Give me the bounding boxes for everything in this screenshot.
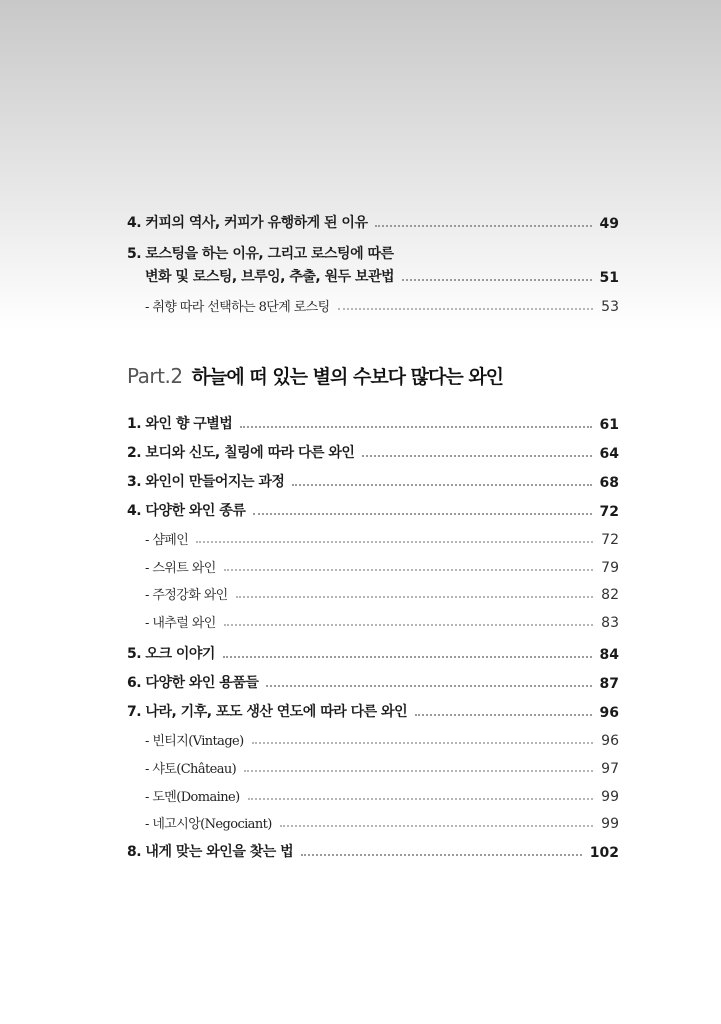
toc-entry[interactable] [127,471,619,491]
toc-subentry[interactable] [145,812,619,832]
toc-subentry-label: - 내추럴 와인 [145,616,216,631]
leader-dots [375,225,591,227]
toc-entry-page: 49 [599,216,619,232]
toc-entry-roasting[interactable] [145,266,619,286]
leader-dots [280,825,593,827]
toc-subentry[interactable] [145,757,619,777]
leader-dots [240,426,591,428]
toc-subentry-page: 96 [601,733,619,749]
toc-entry-coffee-history[interactable] [127,212,619,232]
toc-entry[interactable] [127,500,619,520]
toc-entry[interactable] [127,672,619,692]
leader-dots [402,279,591,281]
toc-subentry-label: - 샴페인 [145,533,189,548]
toc-entry[interactable] [127,643,619,663]
leader-dots [244,770,593,772]
toc-subentry-label: - 취향 따라 선택하는 8단계 로스팅 [145,300,330,315]
leader-dots [248,798,594,800]
toc-entry-label: 5. 오크 이야기 [127,646,215,662]
toc-subentry-page: 72 [601,532,619,548]
toc-entry-label: 2. 보디와 신도, 칠링에 따라 다른 와인 [127,445,355,461]
toc-subentry-page: 53 [601,299,619,315]
toc-entry-page: 64 [599,446,619,462]
toc-subentry-page: 99 [601,789,619,805]
toc-subentry-label: - 도멘(Domaine) [145,790,240,805]
toc-subentry[interactable] [145,528,619,548]
toc-subentry-page: 97 [601,761,619,777]
leader-dots [224,569,594,571]
toc-subentry-page: 83 [601,615,619,631]
toc-entry-label: 8. 내게 맞는 와인을 찾는 법 [127,844,294,860]
toc-entry-label: 변화 및 로스팅, 브루잉, 추출, 원두 보관법 [145,269,395,285]
toc-entry-label: 4. 커피의 역사, 커피가 유행하게 된 이유 [127,215,368,231]
toc-subentry-label: - 스위트 와인 [145,561,216,576]
toc-subentry-page: 99 [601,816,619,832]
leader-dots [252,742,594,744]
toc-entry-label: 6. 다양한 와인 용품들 [127,675,259,691]
toc-subentry[interactable] [145,611,619,631]
toc-subentry-8-step-roasting[interactable] [145,295,619,315]
toc-entry-label: 3. 와인이 만들어지는 과정 [127,474,285,490]
toc-subentry-page: 82 [601,587,619,603]
toc-entry-page: 68 [599,475,619,491]
toc-entry-label: 5. 로스팅을 하는 이유, 그리고 로스팅에 따른 [127,246,394,262]
toc-entry-label: 1. 와인 향 구별법 [127,416,233,432]
toc-subentry-label: - 빈티지(Vintage) [145,734,244,749]
toc-entry-page: 61 [599,417,619,433]
toc-entry[interactable] [127,442,619,462]
toc-entry-page: 96 [599,705,619,721]
toc-subentry-label: - 네고시앙(Negociant) [145,817,272,832]
leader-dots [415,714,591,716]
leader-dots [223,656,592,658]
toc-subentry[interactable] [145,583,619,603]
toc-subentry-label: - 주정강화 와인 [145,588,228,603]
leader-dots [196,541,593,543]
toc-subentry-page: 79 [601,560,619,576]
leader-dots [224,624,594,626]
toc-entry-page: 84 [599,647,619,663]
toc-subentry[interactable] [145,556,619,576]
toc-subentry[interactable] [145,729,619,749]
toc-subentry-label: - 샤토(Château) [145,762,237,777]
toc-entry-roasting-line1 [127,243,394,263]
leader-dots [253,513,591,515]
part-number: Part.2 [127,364,183,388]
part-title: 하늘에 떠 있는 별의 수보다 많다는 와인 [191,366,504,388]
part-heading [127,362,503,389]
toc-entry-label: 7. 나라, 기후, 포도 생산 연도에 따라 다른 와인 [127,704,408,720]
toc-entry-page: 51 [599,270,619,286]
leader-dots [338,308,594,310]
toc-entry-page: 72 [599,504,619,520]
toc-entry[interactable] [127,413,619,433]
leader-dots [362,455,591,457]
toc-entry[interactable] [127,701,619,721]
toc-entry-page: 102 [589,845,619,861]
leader-dots [292,484,591,486]
toc-entry-page: 87 [599,676,619,692]
leader-dots [266,685,591,687]
leader-dots [236,596,594,598]
toc-subentry[interactable] [145,785,619,805]
leader-dots [301,854,582,856]
toc-entry-label: 4. 다양한 와인 종류 [127,503,246,519]
toc-entry[interactable] [127,841,619,861]
